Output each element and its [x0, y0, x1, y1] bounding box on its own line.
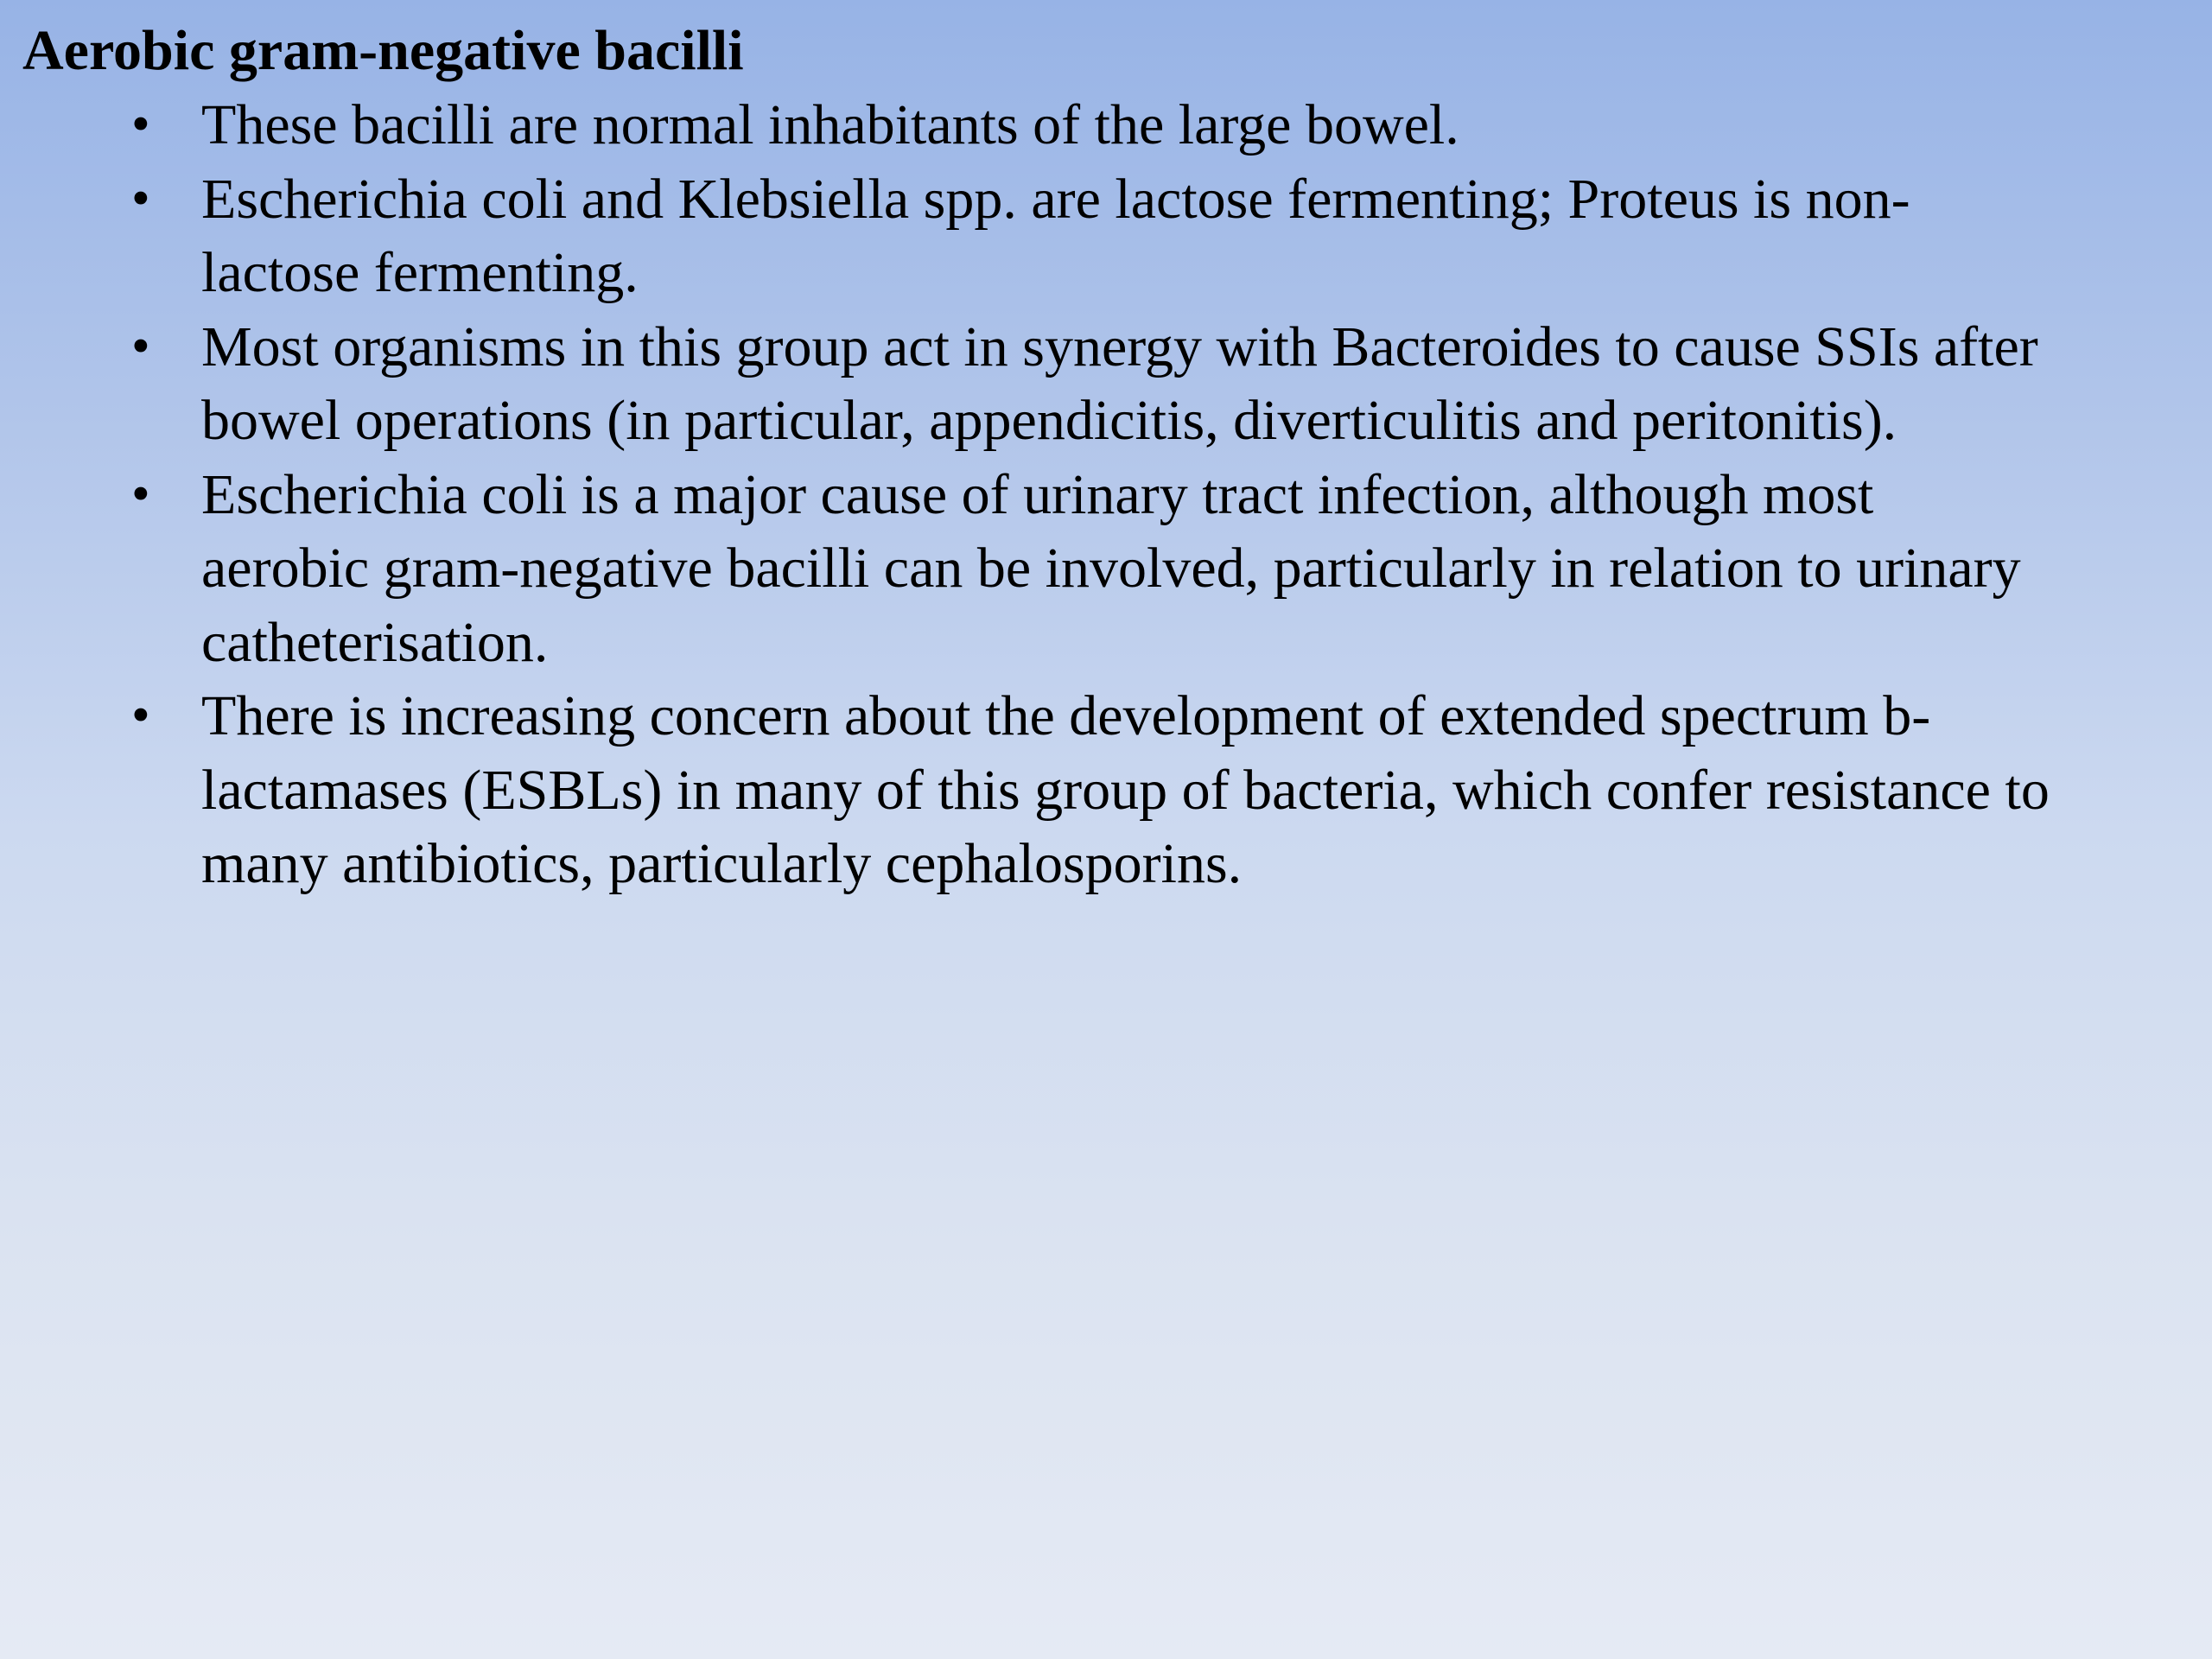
bullet-text: [201, 458, 2195, 680]
bullet-marker: •: [131, 168, 150, 228]
bullet-text: [201, 88, 2195, 162]
bullet-line: These bacilli are normal inhabitants of the large bowel.: [201, 93, 1459, 156]
bullet-marker: •: [131, 464, 150, 524]
bullet-item: [0, 679, 2212, 901]
bullet-line: bowel operations (in particular, appendicitis, diverticulitis and peritonitis).: [201, 389, 1897, 452]
bullet-line: many antibiotics, particularly cephalosporins.: [201, 832, 1243, 895]
bullet-line: There is increasing concern about the development of extended spectrum b-: [201, 684, 1931, 747]
bullet-line: aerobic gram-negative bacilli can be involved, particularly in relation to urinary: [201, 537, 2021, 600]
bullet-item: [0, 88, 2212, 162]
bullet-line: Most organisms in this group act in synergy with Bacteroides to cause SSIs after: [201, 315, 2038, 378]
bullet-text: [201, 310, 2195, 458]
bullet-list: [0, 88, 2212, 901]
bullet-marker: •: [131, 95, 150, 154]
bullet-marker: •: [131, 686, 150, 745]
bullet-line: catheterisation.: [201, 610, 549, 674]
bullet-item: [0, 458, 2212, 680]
bullet-text: [201, 162, 2195, 310]
bullet-line: Escherichia coli and Klebsiella spp. are lactose fermenting; Proteus is non-: [201, 167, 1910, 231]
bullet-text: [201, 679, 2195, 901]
bullet-line: lactose fermenting.: [201, 241, 639, 304]
bullet-item: [0, 162, 2212, 310]
bullet-line: lactamases (ESBLs) in many of this group of bacteria, which confer resistance to: [201, 758, 2050, 822]
slide-title: Aerobic gram-negative bacilli: [22, 19, 744, 82]
bullet-line: Escherichia coli is a major cause of urinary tract infection, although most: [201, 462, 1874, 526]
bullet-item: [0, 310, 2212, 458]
bullet-marker: •: [131, 316, 150, 376]
